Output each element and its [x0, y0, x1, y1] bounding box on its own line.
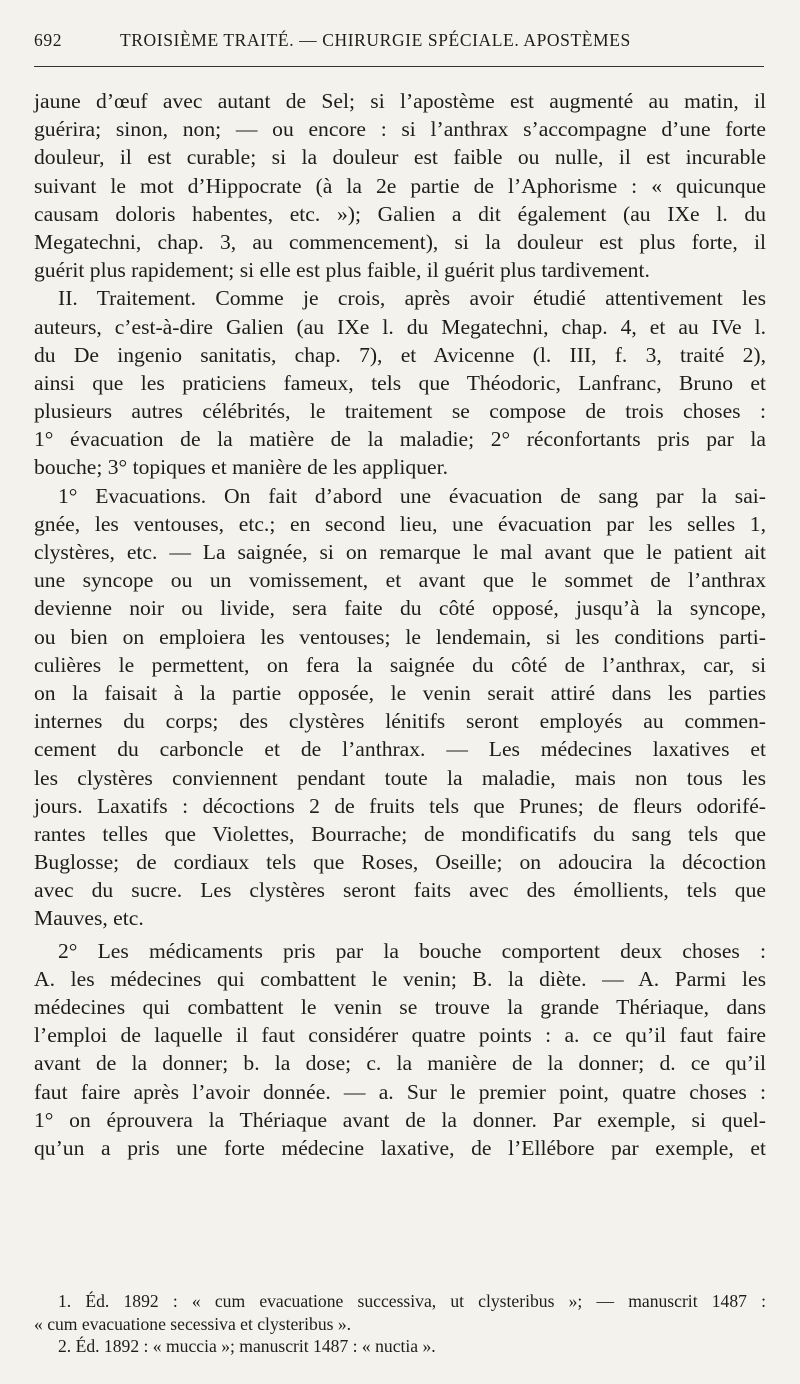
text-line: guérira; sinon, non; — ou encore : si l’anthrax s’accompagne d’une forte — [34, 117, 766, 142]
footnote-line: « cum evacuatione secessiva et clysteribus ». — [34, 1313, 352, 1334]
text-line: A. les médecines qui combattent le venin; B. la diète. — A. Parmi les — [34, 966, 766, 991]
text-line: auteurs, c’est-à-dire Galien (au IXe l. du Megatechni, chap. 4, et au IVe l. — [34, 314, 766, 339]
text-line: on la faisait à la partie opposée, le venin serait attiré dans les parties — [34, 680, 766, 705]
text-line: faut faire après l’avoir donnée. — a. Sur le premier point, quatre choses : — [34, 1079, 766, 1104]
body-text — [34, 87, 766, 1162]
text-line: ou bien on emploiera les ventouses; le lendemain, si les conditions parti- — [34, 624, 766, 649]
text-line: clystères, etc. — La saignée, si on remarque le mal avant que le patient ait — [34, 540, 766, 564]
text-line: une syncope ou un vomissement, et avant que le sommet de l’anthrax — [34, 568, 766, 593]
text-line: 1° Evacuations. On fait d’abord une évacuation de sang par la sai- — [58, 483, 766, 508]
text-line: Mauves, etc. — [34, 906, 144, 931]
text-line: cement du carboncle et de l’anthrax. — Les médecines laxatives et — [34, 737, 766, 762]
text-line: guérit plus rapidement; si elle est plus faible, il guérit plus tardivement. — [34, 258, 650, 283]
text-line: médecines qui combattent le venin se trouve la grande Thériaque, dans — [34, 995, 766, 1019]
header-rule — [34, 66, 764, 67]
footnote-line: 2. Éd. 1892 : « muccia »; manuscrit 1487 : « nuctia ». — [58, 1336, 436, 1356]
text-line: 1° évacuation de la matière de la maladie; 2° réconfortants pris par la — [34, 427, 766, 452]
text-line: culières le permettent, on fera la saignée du côté de l’anthrax, car, si — [34, 652, 766, 677]
text-line: bouche; 3° topiques et manière de les appliquer. — [34, 455, 448, 480]
text-line: plusieurs autres célébrités, le traitement se compose de trois choses : — [34, 399, 766, 424]
text-line: ainsi que les praticiens fameux, tels que Théodoric, Lanfranc, Bruno et — [34, 370, 766, 395]
page-number: 692 — [34, 30, 63, 50]
text-line: l’emploi de laquelle il faut considérer quatre points : a. ce qu’il faut faire — [34, 1023, 766, 1048]
text-line: les clystères conviennent pendant toute la maladie, mais non tous les — [34, 765, 766, 790]
text-line: II. Traitement. Comme je crois, après avoir étudié attentivement les — [58, 286, 766, 311]
text-line: rantes telles que Violettes, Bourrache; de mondificatifs du sang tels que — [34, 821, 766, 846]
footnotes — [34, 1290, 766, 1358]
running-title: TROISIÈME TRAITÉ. — CHIRURGIE SPÉCIALE. APOSTÈMES — [120, 30, 631, 50]
running-header — [34, 30, 764, 51]
text-line: internes du corps; des clystères lénitifs seront employés au commen- — [34, 709, 766, 734]
text-line: jours. Laxatifs : décoctions 2 de fruits tels que Prunes; de fleurs odorifé- — [34, 793, 766, 818]
text-line: du De ingenio sanitatis, chap. 7), et Avicenne (l. III, f. 3, traité 2), — [34, 342, 766, 367]
text-line: avant de la donner; b. la dose; c. la manière de la donner; d. ce qu’il — [34, 1051, 766, 1076]
text-line: douleur, il est curable; si la douleur est faible ou nulle, il est incurable — [34, 145, 766, 170]
text-line: 2° Les médicaments pris par la bouche comportent deux choses : — [58, 938, 766, 963]
text-line: suivant le mot d’Hippocrate (à la 2e partie de l’Aphorisme : « quicunque — [34, 173, 766, 198]
text-line: qu’un a pris une forte médecine laxative, de l’Ellébore par exemple, et — [34, 1135, 766, 1160]
footnote-line: 1. Éd. 1892 : « cum evacuatione successiva, ut clysteribus »; — manuscrit 1487 : — [58, 1291, 766, 1311]
text-line: avec du sucre. Les clystères seront faits avec des émollients, tels que — [34, 878, 766, 903]
text-line: 1° on éprouvera la Thériaque avant de la donner. Par exemple, si quel- — [34, 1107, 766, 1132]
text-line: gnée, les ventouses, etc.; en second lieu, une évacuation par les selles 1, — [34, 511, 766, 536]
text-line: causam doloris habentes, etc. »); Galien a dit également (au IXe l. du — [34, 201, 766, 226]
text-line: Megatechni, chap. 3, au commencement), si la douleur est plus forte, il — [34, 229, 766, 254]
text-line: devienne noir ou livide, sera faite du côté opposé, jusqu’à la syncope, — [34, 596, 766, 621]
text-line: Buglosse; de cordiaux tels que Roses, Oseille; on adoucira la décoction — [34, 850, 766, 875]
text-line: jaune d’œuf avec autant de Sel; si l’apostème est augmenté au matin, il — [34, 89, 766, 113]
